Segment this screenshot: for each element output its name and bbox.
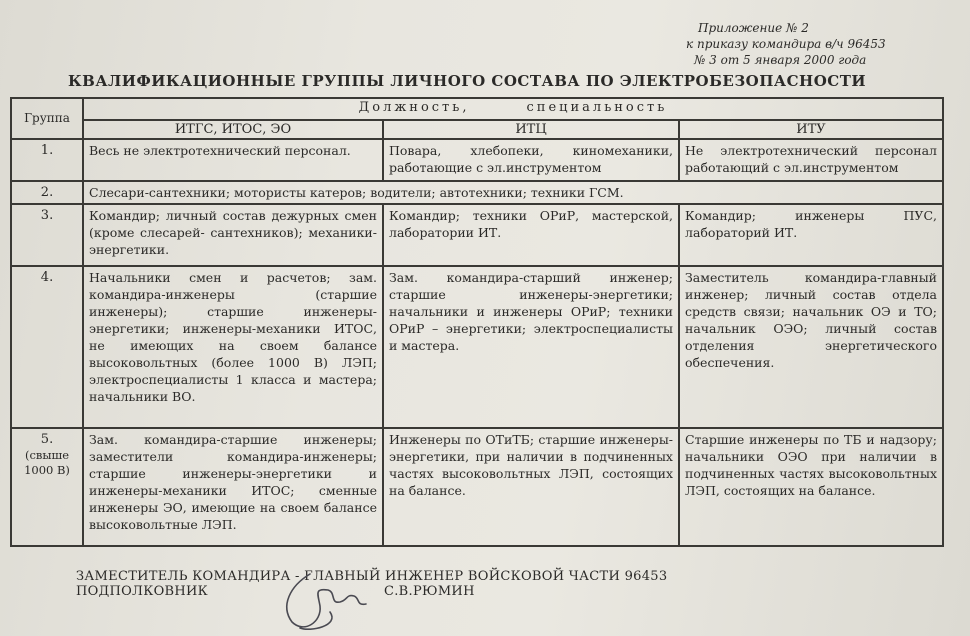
cell-itgs: Начальники смен и расчетов; зам. командира-инженеры (старшие инженеры); старшие инженеры-энергетики; инженеры-механики ИТОС, не имеющих на своем балансе высоковольтных (более 1000 В) ЛЭП; электроспециалисты 1 класса и мастера; начальники ВО. [83,266,383,428]
table-row [11,139,943,181]
table-row [11,428,943,546]
table-subheader-row [11,120,943,139]
footer-position-title: ЗАМЕСТИТЕЛЬ КОМАНДИРА - ГЛАВНЫЙ ИНЖЕНЕР ВОЙСКОВОЙ ЧАСТИ 96453 [76,569,668,584]
cell-itc: Инженеры по ОТиТБ; старшие инженеры-энергетики, при наличии в подчиненных частях высоковольтных ЛЭП, состоящих на балансе. [383,428,679,546]
cell-itu: Старшие инженеры по ТБ и надзору; начальники ОЭО при наличии в подчиненных частях высоковольтных ЛЭП, состоящих на балансе. [679,428,943,546]
subheader-itu: ИТУ [679,120,943,139]
group-number: 4. [11,266,83,428]
document-title: КВАЛИФИКАЦИОННЫЕ ГРУППЫ ЛИЧНОГО СОСТАВА ПО ЭЛЕКТРОБЕЗОПАСНОСТИ [68,72,867,90]
cell-itc: Зам. командира-старший инженер; старшие инженеры-энергетики; начальники и инженеры ОРиР; техники ОРиР – энергетики; электроспециалисты и мастера. [383,266,679,428]
subheader-itgs: ИТГС, ИТОС, ЭО [83,120,383,139]
table-header-row [11,98,943,120]
footer-rank: ПОДПОЛКОВНИК [76,584,209,599]
cell-itc: Командир; техники ОРиР, мастерской, лаборатории ИТ. [383,204,679,266]
signature-image [270,566,390,634]
group-note: (свыше 1000 В) [24,448,70,477]
cell-itgs: Весь не электротехнический персонал. [83,139,383,181]
cell-merged: Слесари-сантехники; мотористы катеров; водители; автотехники; техники ГСМ. [83,181,943,204]
group-number: 2. [11,181,83,204]
header-group: Группа [11,98,83,139]
group-number: 3. [11,204,83,266]
appendix-line-2: к приказу командира в/ч 96453 [686,37,886,51]
qualification-table [10,97,944,547]
appendix-line-1: Приложение № 2 [698,21,809,35]
cell-itu: Не электротехнический персонал работающий с эл.инструментом [679,139,943,181]
appendix-line-3: № 3 от 5 января 2000 года [694,53,867,67]
footer-name: С.В.РЮМИН [384,584,475,599]
table-row [11,266,943,428]
cell-itu: Заместитель командира-главный инженер; личный состав отдела средств связи; начальник ОЭ и ТО; начальник ОЭО; личный состав отделения энергетического обеспечения. [679,266,943,428]
cell-itu: Командир; инженеры ПУС, лабораторий ИТ. [679,204,943,266]
cell-itgs: Командир; личный состав дежурных смен (кроме слесарей- сантехников); механики-энергетики. [83,204,383,266]
group-number: 1. [11,139,83,181]
table-row [11,204,943,266]
cell-itgs: Зам. командира-старшие инженеры; заместители командира-инженеры; старшие инженеры-энергетики и инженеры-механики ИТОС; сменные инженеры ЭО, имеющие на своем балансе высоковольтные ЛЭП. [83,428,383,546]
table-row [11,181,943,204]
appendix-reference [686,20,958,68]
subheader-itc: ИТЦ [383,120,679,139]
group-number: 5. [40,432,54,447]
header-position: Должность, специальность [83,98,943,120]
cell-itc: Повара, хлебопеки, киномеханики, работающие с эл.инструментом [383,139,679,181]
group-cell [11,428,83,546]
